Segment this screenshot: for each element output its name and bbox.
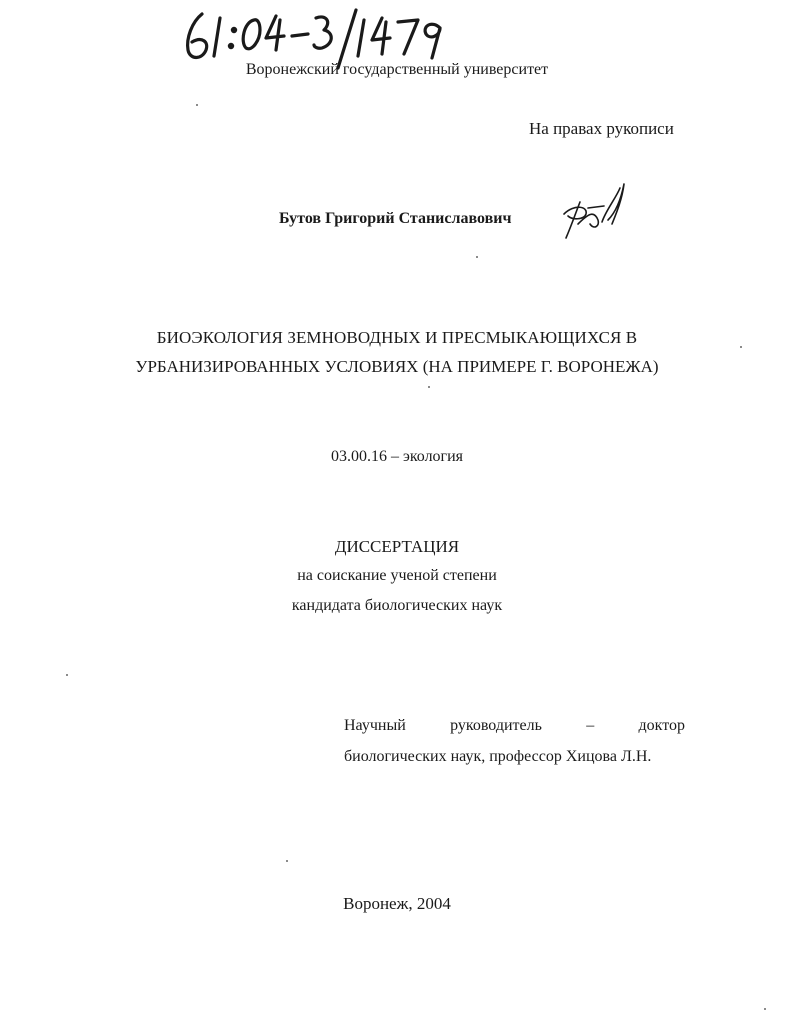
scan-speck: [740, 346, 742, 348]
specialty-code: 03.00.16 – экология: [330, 448, 464, 465]
supervisor-line-1: [344, 716, 685, 736]
supervisor-word: Научный: [344, 717, 406, 734]
scan-speck: [286, 860, 288, 862]
institution-name: Воронежский государственный университет: [245, 61, 549, 78]
dissertation-title-line-1: БИОЭКОЛОГИЯ ЗЕМНОВОДНЫХ И ПРЕСМЫКАЮЩИХСЯ В: [156, 328, 638, 347]
dissertation-title-line-2: УРБАНИЗИРОВАННЫХ УСЛОВИЯХ (НА ПРИМЕРЕ Г. ВОРОНЕЖА): [135, 357, 659, 376]
supervisor-word: руководитель: [450, 717, 542, 734]
author-signature: [558, 180, 638, 246]
document-type-heading: ДИССЕРТАЦИЯ: [334, 537, 460, 556]
rights-notice: На правах рукописи: [529, 119, 674, 138]
author-name: Бутов Григорий Станиславович: [279, 210, 512, 227]
scan-speck: [428, 386, 430, 388]
supervisor-word: –: [586, 717, 595, 734]
scan-speck: [196, 104, 198, 106]
supervisor-line-2: биологических наук, профессор Хицова Л.Н.: [344, 748, 652, 765]
city-and-year: Воронеж, 2004: [343, 894, 451, 913]
degree-description-line-1: на соискание ученой степени: [297, 567, 497, 584]
scan-speck: [66, 674, 68, 676]
degree-description-line-2: кандидата биологических наук: [291, 597, 503, 614]
scan-speck: [476, 256, 478, 258]
supervisor-word: доктор: [638, 717, 685, 734]
scan-speck: [764, 1008, 766, 1010]
